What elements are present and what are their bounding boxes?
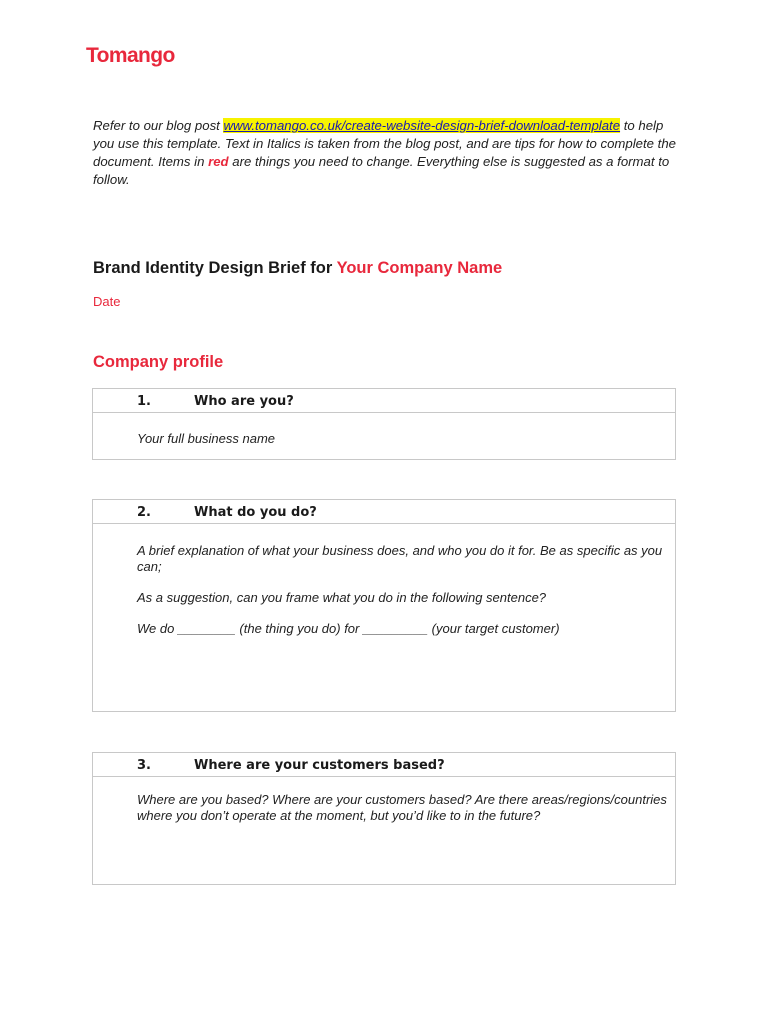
question-header xyxy=(93,753,675,777)
intro-text-after-link: to help you use this template. Text in Italics is taken from the blog post, and are tips for how to complete the document. Items in xyxy=(93,118,676,169)
answer-area[interactable] xyxy=(93,777,675,824)
intro-text-after-red: are things you need to change. Everything else is suggested as a format to follow. xyxy=(93,154,670,187)
question-box-2 xyxy=(92,499,676,712)
question-header xyxy=(93,500,675,524)
question-text: Who are you? xyxy=(194,394,294,409)
document-title xyxy=(93,259,502,278)
title-prefix: Brand Identity Design Brief for xyxy=(93,259,337,277)
answer-guidance: We do ________ (the thing you do) for _________ (your target customer) xyxy=(137,621,560,636)
answer-area[interactable] xyxy=(93,524,675,637)
question-number: 2. xyxy=(137,505,151,520)
answer-guidance: As a suggestion, can you frame what you do in the following sentence? xyxy=(137,590,547,605)
question-text: What do you do? xyxy=(194,505,317,520)
question-header xyxy=(93,389,675,413)
question-number: 3. xyxy=(137,758,151,773)
tomango-logo: Tomango xyxy=(86,44,175,67)
question-number: 1. xyxy=(137,394,151,409)
answer-guidance: Where are you based? Where are your customers based? Are there areas/regions/countries where you don’t operate at the moment, but you’d like to in the future? xyxy=(137,792,667,823)
section-heading-company-profile: Company profile xyxy=(93,353,224,371)
question-box-3 xyxy=(92,752,676,885)
company-name-placeholder: Your Company Name xyxy=(336,259,503,277)
blog-post-link[interactable]: www.tomango.co.uk/create-website-design-brief-download-template xyxy=(223,118,621,133)
question-box-1 xyxy=(92,388,676,460)
question-text: Where are your customers based? xyxy=(194,758,445,773)
date-placeholder: Date xyxy=(93,294,121,309)
intro-text-before-link: Refer to our blog post xyxy=(93,118,224,133)
answer-guidance: Your full business name xyxy=(137,431,276,446)
intro-red-word: red xyxy=(208,154,229,169)
answer-area[interactable] xyxy=(93,413,675,447)
intro-paragraph xyxy=(93,117,683,189)
answer-guidance: A brief explanation of what your business does, and who you do it for. Be as specific as you can; xyxy=(137,543,663,574)
